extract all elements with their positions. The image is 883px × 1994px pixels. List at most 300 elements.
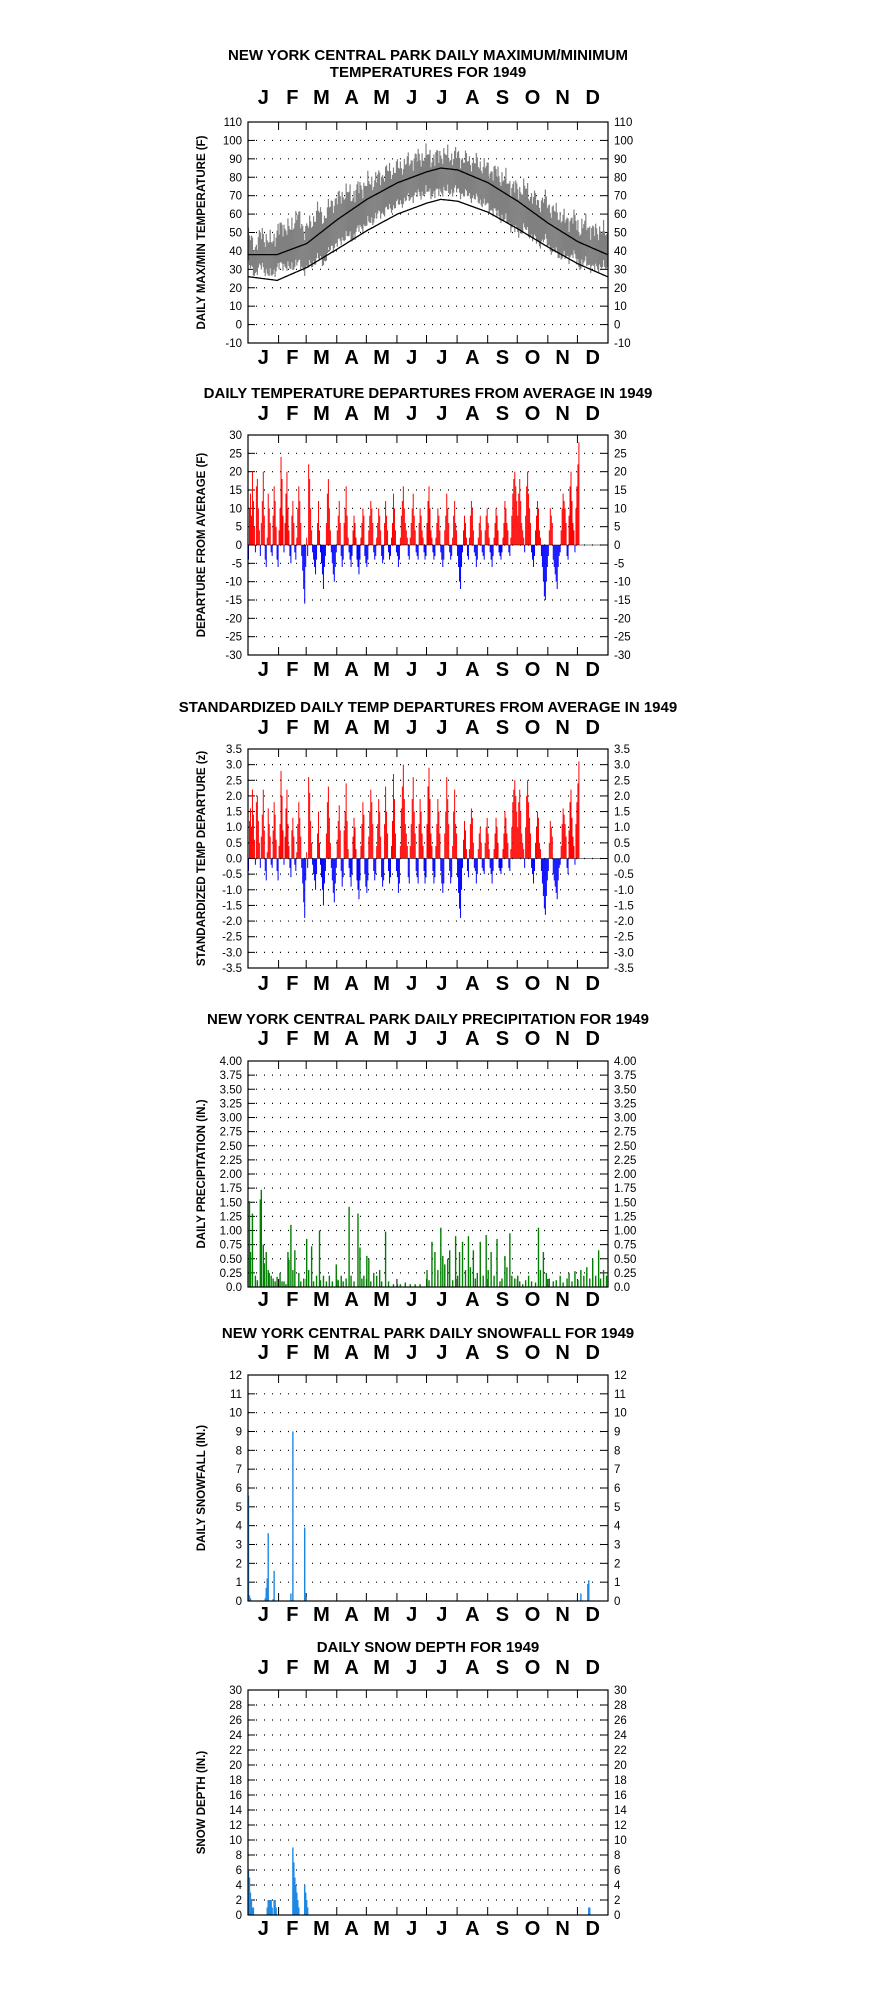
- y-tick-label-left: 80: [229, 172, 242, 185]
- y-tick-label-right: 90: [614, 153, 627, 166]
- month-label-top: M: [373, 1028, 390, 1050]
- y-tick-label-left: -25: [225, 631, 242, 644]
- y-tick-label-right: 0.75: [614, 1239, 637, 1252]
- month-label-bottom: J: [257, 347, 269, 369]
- y-tick-label-right: 3.25: [614, 1098, 637, 1111]
- plot-frame: [248, 1375, 608, 1601]
- y-tick-label-right: 60: [614, 209, 627, 222]
- y-tick-label-right: 3.00: [614, 1112, 637, 1125]
- month-label-bottom: J: [406, 1289, 418, 1311]
- y-tick-label-right: 1.50: [614, 1197, 637, 1210]
- month-label-top: A: [344, 87, 359, 109]
- chart-snwd: [196, 1639, 627, 1940]
- y-tick-label-right: 15: [614, 485, 627, 497]
- y-tick-label-left: 70: [229, 190, 242, 203]
- y-tick-label-right: 10: [614, 503, 627, 516]
- y-tick-label-right: 3.0: [614, 759, 630, 772]
- month-label-top: F: [286, 1657, 299, 1679]
- y-tick-label-left: 0: [235, 1910, 242, 1922]
- y-tick-label-left: -0.5: [222, 869, 242, 882]
- chart-title: NEW YORK CENTRAL PARK DAILY MAXIMUM/MINIMUM: [227, 47, 629, 64]
- month-label-bottom: J: [257, 1604, 269, 1626]
- y-tick-label-right: -3.5: [614, 963, 634, 975]
- month-label-bottom: M: [313, 973, 330, 995]
- month-label-top: J: [257, 87, 269, 109]
- month-label-top: M: [313, 403, 330, 425]
- y-tick-label-left: 2: [235, 1895, 242, 1907]
- y-tick-label-right: 8: [614, 1850, 621, 1862]
- month-label-top: A: [465, 403, 480, 425]
- y-tick-label-left: 1.25: [219, 1211, 242, 1224]
- month-label-top: N: [555, 717, 570, 739]
- month-label-top: F: [286, 1342, 299, 1364]
- month-label-bottom: M: [313, 1918, 330, 1940]
- month-label-bottom: A: [344, 973, 359, 995]
- chart-tdep: [196, 385, 652, 681]
- y-tick-label-right: 0: [614, 1596, 621, 1608]
- month-label-top: M: [373, 1342, 390, 1364]
- y-tick-label-right: 2.5: [614, 775, 630, 788]
- y-tick-label-left: -20: [225, 613, 242, 626]
- y-tick-label-right: 10: [614, 1407, 627, 1420]
- y-tick-label-left: 1.00: [219, 1225, 242, 1238]
- y-axis-label: DEPARTURE FROM AVERAGE (F): [196, 452, 208, 638]
- month-label-top: D: [585, 1657, 600, 1679]
- y-tick-label-right: 2.0: [614, 790, 630, 803]
- chart-title: NEW YORK CENTRAL PARK DAILY PRECIPITATION FOR 1949: [206, 1011, 650, 1028]
- y-tick-label-right: 12: [614, 1370, 627, 1382]
- y-tick-label-right: 11: [614, 1388, 626, 1401]
- month-label-top: O: [524, 1657, 541, 1679]
- y-tick-label-right: -25: [614, 631, 631, 644]
- y-tick-label-right: 28: [614, 1700, 627, 1712]
- y-tick-label-left: 2.25: [219, 1154, 242, 1167]
- chart-title: STANDARDIZED DAILY TEMP DEPARTURES FROM AVERAGE IN 1949: [178, 699, 678, 716]
- y-tick-label-right: 2.75: [614, 1126, 637, 1139]
- y-tick-label-left: 22: [229, 1745, 242, 1757]
- y-tick-label-right: 1.5: [614, 806, 630, 819]
- month-label-bottom: O: [524, 1604, 541, 1626]
- y-tick-label-right: 50: [614, 227, 627, 240]
- month-label-bottom: A: [465, 1918, 480, 1940]
- month-label-bottom: D: [585, 659, 600, 681]
- y-tick-label-right: 18: [614, 1775, 627, 1787]
- month-label-top: A: [344, 717, 359, 739]
- y-tick-label-left: 3.00: [219, 1112, 242, 1125]
- chart-title: NEW YORK CENTRAL PARK DAILY SNOWFALL FOR 1949: [221, 1325, 635, 1342]
- y-tick-label-right: 2.25: [614, 1154, 637, 1167]
- month-label-bottom: J: [257, 1289, 269, 1311]
- month-label-bottom: S: [495, 1289, 510, 1311]
- y-tick-label-left: 3.5: [226, 744, 242, 756]
- month-label-bottom: M: [373, 1918, 390, 1940]
- y-tick-label-right: 1.25: [614, 1211, 637, 1224]
- y-tick-label-right: 0.0: [614, 1282, 630, 1294]
- y-tick-label-left: -2.0: [222, 916, 242, 929]
- month-label-bottom: O: [524, 659, 541, 681]
- chart-title: TEMPERATURES FOR 1949: [329, 64, 527, 81]
- y-tick-label-right: 1.00: [614, 1225, 637, 1238]
- month-label-bottom: F: [286, 973, 299, 995]
- chart-snow: [196, 1325, 634, 1626]
- y-tick-label-right: 8: [614, 1445, 621, 1458]
- month-label-top: O: [524, 403, 541, 425]
- month-label-top: D: [585, 1028, 600, 1050]
- y-tick-label-right: 30: [614, 430, 627, 442]
- y-tick-label-right: 0: [614, 1910, 621, 1922]
- y-tick-label-left: -30: [225, 650, 242, 662]
- month-label-bottom: N: [555, 1289, 570, 1311]
- month-label-top: A: [344, 1028, 359, 1050]
- month-label-top: A: [465, 1342, 480, 1364]
- month-label-top: A: [344, 1342, 359, 1364]
- month-label-bottom: J: [406, 973, 418, 995]
- y-tick-label-left: 1.75: [219, 1183, 242, 1196]
- y-tick-label-left: 4: [235, 1520, 242, 1533]
- y-tick-label-right: 3: [614, 1539, 621, 1552]
- month-label-bottom: A: [465, 659, 480, 681]
- y-tick-label-left: -1.5: [222, 900, 242, 913]
- month-label-top: N: [555, 403, 570, 425]
- y-tick-label-right: 0.5: [614, 837, 630, 850]
- month-label-top: F: [286, 1028, 299, 1050]
- month-label-top: J: [257, 1028, 269, 1050]
- month-label-bottom: A: [465, 1289, 480, 1311]
- month-label-bottom: M: [313, 347, 330, 369]
- month-label-top: J: [257, 717, 269, 739]
- month-label-top: M: [313, 87, 330, 109]
- y-tick-label-left: 12: [229, 1370, 242, 1382]
- month-label-bottom: D: [585, 347, 600, 369]
- y-tick-label-left: 30: [229, 430, 242, 442]
- month-label-bottom: M: [373, 659, 390, 681]
- y-tick-label-left: 25: [229, 448, 242, 461]
- y-tick-label-left: 2.00: [219, 1169, 242, 1181]
- month-label-top: S: [495, 87, 510, 109]
- y-tick-label-left: 30: [229, 1685, 242, 1697]
- y-tick-label-right: 6: [614, 1483, 621, 1495]
- month-label-bottom: N: [555, 659, 570, 681]
- month-label-bottom: A: [465, 973, 480, 995]
- month-label-bottom: J: [257, 973, 269, 995]
- y-tick-label-left: 3.75: [219, 1070, 242, 1083]
- y-tick-label-right: 3.50: [614, 1084, 637, 1097]
- y-tick-label-left: 90: [229, 153, 242, 166]
- y-tick-label-left: 16: [229, 1790, 242, 1802]
- y-tick-label-left: -10: [225, 338, 242, 350]
- plot-frame: [248, 1061, 608, 1287]
- chart-prcp: [196, 1011, 649, 1311]
- month-label-bottom: F: [286, 1604, 299, 1626]
- month-label-top: A: [344, 403, 359, 425]
- month-label-bottom: N: [555, 1918, 570, 1940]
- y-tick-label-left: 100: [222, 135, 242, 148]
- y-tick-label-left: 0.5: [226, 837, 242, 850]
- month-label-top: J: [406, 87, 418, 109]
- y-tick-label-left: 10: [229, 503, 242, 516]
- y-tick-label-left: -1.0: [222, 884, 242, 897]
- month-label-bottom: S: [495, 1918, 510, 1940]
- y-tick-label-right: -2.0: [614, 916, 634, 929]
- month-label-bottom: J: [406, 1604, 418, 1626]
- y-tick-label-right: 1: [614, 1577, 621, 1590]
- y-tick-label-left: 10: [229, 1407, 242, 1420]
- month-label-bottom: M: [313, 659, 330, 681]
- y-tick-label-right: 2.50: [614, 1140, 637, 1153]
- month-label-top: J: [406, 1028, 418, 1050]
- chart-title: DAILY TEMPERATURE DEPARTURES FROM AVERAGE IN 1949: [203, 385, 653, 402]
- y-tick-label-right: 4.00: [614, 1056, 637, 1068]
- month-label-top: N: [555, 87, 570, 109]
- y-tick-label-right: -10: [614, 576, 631, 589]
- y-tick-label-left: 10: [229, 1835, 242, 1847]
- month-label-bottom: M: [313, 1289, 330, 1311]
- month-label-bottom: F: [286, 347, 299, 369]
- month-label-top: A: [465, 1657, 480, 1679]
- y-tick-label-right: 40: [614, 245, 627, 258]
- month-label-top: D: [585, 403, 600, 425]
- y-tick-label-left: 1.5: [226, 806, 242, 819]
- y-tick-label-right: 4: [614, 1880, 621, 1892]
- y-tick-label-left: 18: [229, 1775, 242, 1787]
- month-label-bottom: O: [524, 1918, 541, 1940]
- month-label-bottom: J: [257, 1918, 269, 1940]
- month-label-top: S: [495, 1028, 510, 1050]
- y-tick-label-left: -5: [231, 558, 242, 571]
- y-tick-label-left: -15: [225, 595, 242, 607]
- plot-area: [248, 1848, 589, 1916]
- month-label-top: F: [286, 87, 299, 109]
- y-tick-label-right: 3.5: [614, 744, 630, 756]
- y-tick-label-left: 2: [235, 1558, 242, 1571]
- month-label-top: J: [436, 717, 448, 739]
- y-tick-label-right: 6: [614, 1865, 621, 1877]
- y-tick-label-left: 1.50: [219, 1197, 242, 1210]
- y-tick-label-left: 28: [229, 1700, 242, 1712]
- y-tick-label-left: 3.25: [219, 1098, 242, 1111]
- plot-frame: [248, 1690, 608, 1915]
- month-label-top: O: [524, 1028, 541, 1050]
- y-tick-label-right: 20: [614, 1760, 627, 1772]
- y-tick-label-left: 0: [235, 540, 242, 552]
- y-tick-label-right: 20: [614, 466, 627, 479]
- month-label-bottom: J: [406, 347, 418, 369]
- plot-area: [248, 762, 608, 918]
- month-label-bottom: M: [373, 1604, 390, 1626]
- month-label-top: M: [313, 1342, 330, 1364]
- chart-zdep: [179, 699, 677, 995]
- y-tick-label-left: 6: [235, 1865, 242, 1877]
- month-label-bottom: D: [585, 1604, 600, 1626]
- y-tick-label-right: -20: [614, 613, 631, 626]
- month-label-bottom: M: [373, 973, 390, 995]
- month-label-bottom: J: [406, 1918, 418, 1940]
- month-label-bottom: J: [436, 347, 448, 369]
- month-label-top: J: [436, 87, 448, 109]
- y-tick-label-right: 0.25: [614, 1267, 637, 1280]
- y-tick-label-right: 14: [614, 1805, 627, 1817]
- y-tick-label-left: 2.0: [226, 790, 242, 803]
- y-tick-label-right: 80: [614, 172, 627, 185]
- y-tick-label-right: 0: [614, 319, 621, 332]
- y-tick-label-left: 0.0: [226, 1282, 242, 1294]
- month-label-top: O: [524, 1342, 541, 1364]
- month-label-top: S: [495, 1342, 510, 1364]
- month-label-top: M: [313, 1657, 330, 1679]
- y-axis-label: DAILY MAX/MIN TEMPERATURE (F): [196, 135, 208, 330]
- month-label-bottom: O: [524, 1289, 541, 1311]
- month-label-top: A: [465, 1028, 480, 1050]
- month-label-top: J: [257, 1342, 269, 1364]
- y-tick-label-left: 60: [229, 209, 242, 222]
- month-label-bottom: N: [555, 1604, 570, 1626]
- y-tick-label-left: -3.0: [222, 947, 242, 960]
- month-label-bottom: F: [286, 1918, 299, 1940]
- y-tick-label-left: 30: [229, 264, 242, 277]
- plot-area: [248, 442, 608, 603]
- y-tick-label-right: -5: [614, 558, 625, 571]
- y-tick-label-left: 20: [229, 282, 242, 295]
- y-tick-label-right: 0.0: [614, 853, 630, 866]
- chart-tmaxmin: [196, 47, 633, 369]
- y-axis-label: SNOW DEPTH (IN.): [196, 1750, 208, 1855]
- y-tick-label-right: -1.0: [614, 884, 634, 897]
- y-tick-label-left: 0.0: [226, 853, 242, 866]
- y-tick-label-right: 10: [614, 301, 627, 314]
- y-tick-label-left: 8: [235, 1850, 242, 1862]
- month-label-top: S: [495, 403, 510, 425]
- y-tick-label-left: 50: [229, 227, 242, 240]
- y-tick-label-right: 12: [614, 1820, 627, 1832]
- month-label-bottom: A: [344, 1918, 359, 1940]
- y-tick-label-right: 0.50: [614, 1253, 637, 1266]
- y-tick-label-left: 24: [229, 1730, 242, 1742]
- month-label-top: J: [406, 1657, 418, 1679]
- y-tick-label-right: 22: [614, 1745, 627, 1757]
- month-label-bottom: A: [465, 1604, 480, 1626]
- y-tick-label-right: -15: [614, 595, 631, 607]
- month-label-bottom: D: [585, 1289, 600, 1311]
- month-label-top: J: [257, 403, 269, 425]
- month-label-bottom: J: [436, 973, 448, 995]
- month-label-top: D: [585, 717, 600, 739]
- y-tick-label-left: 1: [235, 1577, 242, 1590]
- month-label-bottom: S: [495, 347, 510, 369]
- y-tick-label-left: 20: [229, 466, 242, 479]
- y-tick-label-right: 20: [614, 282, 627, 295]
- month-label-bottom: A: [344, 1604, 359, 1626]
- month-label-top: O: [524, 717, 541, 739]
- y-tick-label-right: -0.5: [614, 869, 634, 882]
- y-tick-label-right: 2.00: [614, 1169, 637, 1181]
- y-tick-label-left: 11: [230, 1388, 242, 1401]
- y-tick-label-right: -1.5: [614, 900, 634, 913]
- y-tick-label-right: 30: [614, 1685, 627, 1697]
- y-axis-label: STANDARDIZED TEMP DEPARTURE (z): [196, 750, 208, 967]
- month-label-top: J: [436, 1657, 448, 1679]
- month-label-top: J: [406, 1342, 418, 1364]
- y-tick-label-right: 70: [614, 190, 627, 203]
- y-tick-label-left: 5: [235, 521, 242, 534]
- y-axis-label: DAILY PRECIPITATION (IN.): [196, 1099, 208, 1249]
- month-label-top: D: [585, 87, 600, 109]
- y-tick-label-right: 24: [614, 1730, 627, 1742]
- month-label-top: M: [373, 1657, 390, 1679]
- y-tick-label-left: 0: [235, 1596, 242, 1608]
- month-label-bottom: J: [436, 1289, 448, 1311]
- y-tick-label-right: 100: [614, 135, 634, 148]
- y-tick-label-right: 4: [614, 1520, 621, 1533]
- month-label-bottom: J: [436, 1604, 448, 1626]
- y-tick-label-left: -10: [225, 576, 242, 589]
- y-tick-label-left: 0.25: [219, 1267, 242, 1280]
- month-label-bottom: S: [495, 659, 510, 681]
- month-label-top: D: [585, 1342, 600, 1364]
- month-label-bottom: S: [495, 1604, 510, 1626]
- y-tick-label-right: 2: [614, 1558, 621, 1571]
- y-tick-label-left: 40: [229, 245, 242, 258]
- month-label-top: M: [373, 717, 390, 739]
- y-tick-label-right: 2: [614, 1895, 621, 1907]
- month-label-bottom: J: [257, 659, 269, 681]
- month-label-top: A: [465, 717, 480, 739]
- y-tick-label-left: -2.5: [222, 931, 242, 944]
- month-label-bottom: J: [406, 659, 418, 681]
- month-label-bottom: M: [373, 347, 390, 369]
- y-tick-label-left: 12: [229, 1820, 242, 1832]
- month-label-top: S: [495, 717, 510, 739]
- month-label-bottom: N: [555, 973, 570, 995]
- y-tick-label-left: 0: [235, 319, 242, 332]
- y-tick-label-left: 110: [223, 117, 242, 129]
- y-tick-label-left: 3.0: [226, 759, 242, 772]
- month-label-top: A: [344, 1657, 359, 1679]
- y-tick-label-left: 9: [235, 1426, 242, 1439]
- month-label-top: N: [555, 1657, 570, 1679]
- y-tick-label-right: -10: [614, 338, 631, 350]
- month-label-top: M: [313, 1028, 330, 1050]
- y-tick-label-right: 1.75: [614, 1183, 637, 1196]
- month-label-top: M: [373, 403, 390, 425]
- chart-title: DAILY SNOW DEPTH FOR 1949: [316, 1639, 540, 1656]
- plot-area: [248, 143, 607, 280]
- y-tick-label-left: 2.5: [226, 775, 242, 788]
- month-label-bottom: F: [286, 1289, 299, 1311]
- y-tick-label-left: 15: [229, 485, 242, 497]
- y-tick-label-left: 2.50: [219, 1140, 242, 1153]
- y-tick-label-right: 110: [614, 117, 633, 129]
- y-tick-label-left: 2.75: [219, 1126, 242, 1139]
- y-tick-label-left: 20: [229, 1760, 242, 1772]
- month-label-top: J: [257, 1657, 269, 1679]
- y-tick-label-left: 8: [235, 1445, 242, 1458]
- y-tick-label-left: 0.75: [219, 1239, 242, 1252]
- month-label-bottom: A: [344, 1289, 359, 1311]
- y-tick-label-right: 16: [614, 1790, 627, 1802]
- month-label-bottom: J: [436, 1918, 448, 1940]
- y-tick-label-right: 25: [614, 448, 627, 461]
- plot-area: [248, 1432, 588, 1602]
- y-tick-label-right: 7: [614, 1464, 621, 1477]
- y-tick-label-left: 6: [235, 1483, 242, 1495]
- y-tick-label-right: 10: [614, 1835, 627, 1847]
- y-tick-label-left: 7: [235, 1464, 242, 1477]
- month-label-top: M: [313, 717, 330, 739]
- month-label-bottom: J: [436, 659, 448, 681]
- y-tick-label-right: 5: [614, 521, 621, 534]
- y-tick-label-left: 5: [235, 1501, 242, 1514]
- y-tick-label-right: -3.0: [614, 947, 634, 960]
